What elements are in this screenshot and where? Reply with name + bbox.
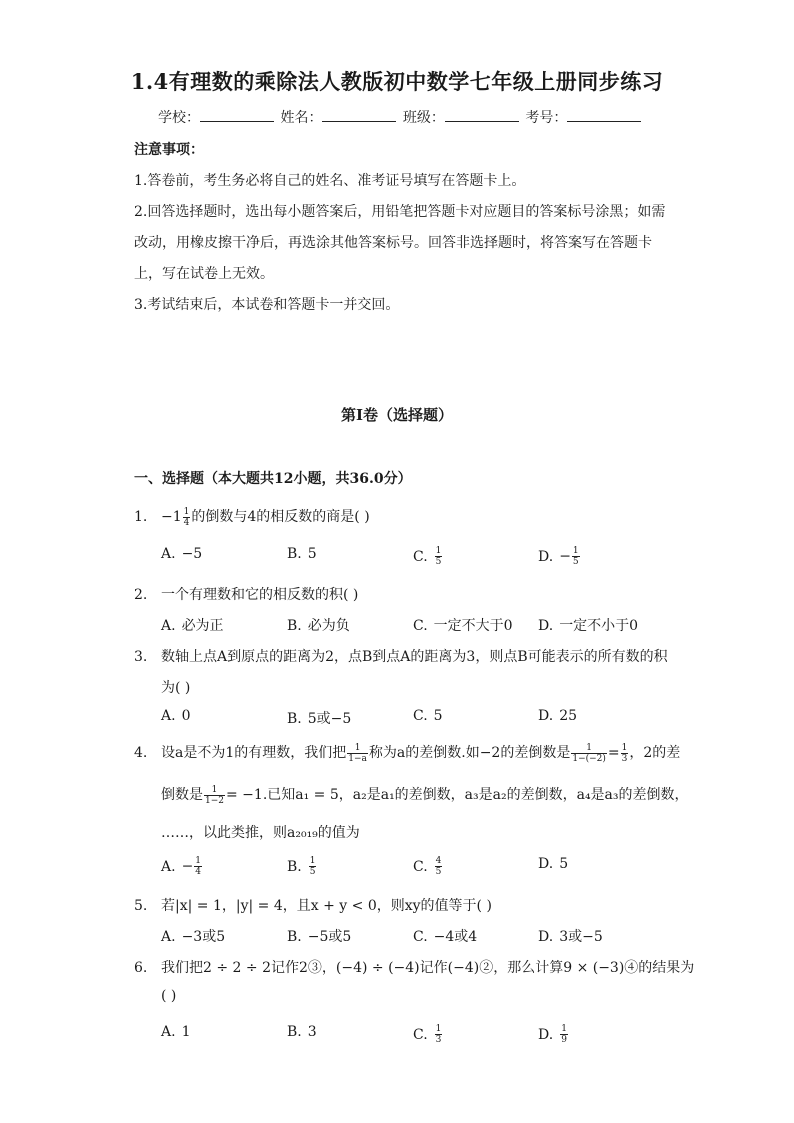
fraction: $\frac{1}{4}$ [183,506,190,528]
question-number: 4. [134,745,148,761]
question-number: 1. [134,509,148,525]
option-c[interactable]: C. 一定不大于0 [413,618,513,634]
question-2 [134,584,358,604]
option-d[interactable]: D. $\frac{1}{9}$ [538,1024,567,1045]
question-number: 2. [134,587,148,603]
question-4-line-3: ……，以此类推，则a₂₀₁₉的值为 [161,825,360,841]
question-text: 一个有理数和它的相反数的积( ) [161,587,359,603]
number-blank [567,109,641,122]
option-d[interactable]: D. − $\frac{1}{5}$ [538,546,579,567]
class-label: 班级： [402,110,445,126]
question-5-options [161,926,681,950]
question-text: 我们把2 ÷ 2 ÷ 2记作2③，(−4) ÷ (−4)记作(−4)②，那么计算9 × (−3)④的结果为 [161,960,695,976]
name-label: 姓名： [280,110,323,126]
option-a[interactable]: A. 1 [161,1024,191,1040]
class-blank [445,109,519,122]
part-heading: 一、选择题（本大题共12小题，共36.0分） [134,471,412,487]
question-4-options [161,856,681,880]
option-d[interactable]: D. 5 [538,856,569,872]
option-c[interactable]: C. $\frac{4}{5}$ [413,856,442,877]
number-label: 考号： [525,110,568,126]
question-5 [134,895,492,915]
question-4-line-2: 倒数是 $\frac{1}{1-2}$ = −1.已知a₁ = 5，a₂是a₁的差倒数，a₃是a₂的差倒数，a₄是a₃的差倒数， [161,784,689,806]
option-d[interactable]: D. 一定不小于0 [538,618,639,634]
question-number: 6. [134,960,148,976]
question-1-options [161,546,681,570]
question-number: 3. [134,649,148,665]
notice-heading: 注意事项： [134,142,204,158]
name-blank [322,109,396,122]
question-text: 数轴上点A到原点的距离为2，点B到点A的距离为3，则点B可能表示的所有数的积 [161,649,668,665]
option-a[interactable]: A. −3或5 [161,929,226,945]
question-number: 5. [134,898,148,914]
question-6-line-2: ( ) [161,988,177,1004]
option-a[interactable]: A. −5 [161,546,203,562]
option-b[interactable]: B. 5或−5 [287,711,352,727]
question-4: 4. 设a是不为1的有理数，我们把 $\frac{1}{1-a}$ 称为a的差倒数.如−2的差倒数是 $\frac{1}{1-(-2)}$ = $\frac{1}{3}$ ，2的差 [134,742,681,764]
question-text: −1 [161,509,182,525]
question-2-options [161,615,681,639]
option-c[interactable]: C. $\frac{1}{3}$ [413,1024,442,1045]
school-blank [200,109,274,122]
question-6-options [161,1024,681,1048]
option-d[interactable]: D. 25 [538,708,578,724]
section-title: 第I卷（选择题） [340,406,454,424]
option-b[interactable]: B. 3 [287,1024,317,1040]
page-title: 1.4有理数的乘除法人教版初中数学七年级上册同步练习 [130,69,664,94]
question-1 [134,506,370,528]
question-text: 若|x| = 1，|y| = 4，且x + y < 0，则xy的值等于( ) [161,898,492,914]
option-c[interactable]: C. 5 [413,708,443,724]
option-b[interactable]: B. 5 [287,546,317,562]
option-b[interactable]: B. $\frac{1}{5}$ [287,856,316,877]
notice-item-3: 3.考试结束后，本试卷和答题卡一并交回。 [134,297,400,313]
notice-item-2: 2.回答选择题时，选出每小题答案后，用铅笔把答题卡对应题目的答案标号涂黑；如需改动，用橡皮擦干净后，再选涂其他答案标号。回答非选择题时，将答案写在答题卡上，写在试卷上无效。 [134,204,666,282]
option-b[interactable]: B. 必为负 [287,618,350,634]
question-3 [134,646,668,666]
option-a[interactable]: A. 必为正 [161,618,224,634]
option-a[interactable]: A. − $\frac{1}{4}$ [161,856,202,877]
option-c[interactable]: C. −4或4 [413,929,478,945]
school-label: 学校： [158,110,200,126]
notice-item-1: 1.答卷前，考生务必将自己的姓名、准考证号填写在答题卡上。 [134,173,526,189]
question-3-options [161,708,681,732]
option-b[interactable]: B. −5或5 [287,929,352,945]
option-a[interactable]: A. 0 [161,708,191,724]
question-text: 的倒数与4的相反数的商是( ) [191,509,370,525]
question-3-line-2: 为( ) [161,680,191,696]
option-d[interactable]: D. 3或−5 [538,929,603,945]
option-c[interactable]: C. $\frac{1}{5}$ [413,546,442,567]
student-info-line [158,107,643,127]
question-6 [134,957,694,977]
